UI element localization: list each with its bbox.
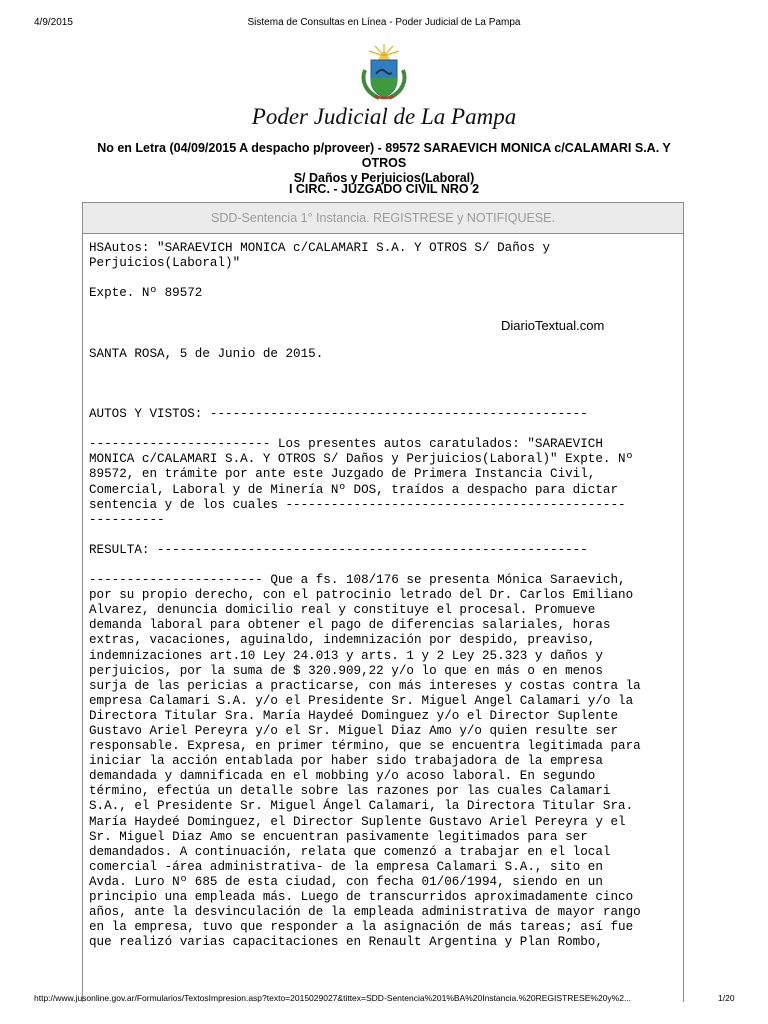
document-header: SDD-Sentencia 1° Instancia. REGISTRESE y NOTIFIQUESE. (83, 203, 683, 234)
document-paragraph: RESULTA: --------------------------------------------------------- (89, 542, 588, 557)
document-paragraph: HSAutos: "SARAEVICH MONICA c/CALAMARI S.A. Y OTROS S/ Daños y Perjuicios(Laboral)" (89, 241, 551, 271)
watermark: DiarioTextual.com (501, 318, 605, 333)
court-name: I CIRC. - JUZGADO CIVIL NRO 2 (288, 182, 480, 196)
document-body (83, 234, 683, 950)
document-paragraph: ----------------------- Que a fs. 108/176 se presenta Mónica Saraevich, por su propio derecho, con el patrocinio letrado del Dr. Carlos Emiliano Alvarez, denuncia domicilio real y constituye el procesal. Promueve demanda laboral para obtener el pago de diferencias salariales, horas extras, vacaciones, aguinaldo, indemnización por despido, preaviso, indemnizaciones art.10 Ley 24.013 y arts. 1 y 2 Ley 25.323 y daños y perjuicios, por la suma de $ 320.909,22 y/o lo que en más o en menos surja de las pericias a practicarse, con más intereses y costas contra la empresa Calamari S.A. y/o el Presidente Sr. Miguel Angel Calamari y/o la Directora Titular Sra. María Haydeé Dominguez y/o el Director Suplente Gustavo Ariel Pereyra y/o el Sr. Miguel Diaz Amo y/o quien resulte ser responsable. Expresa, en primer término, que se encuentra legitimada para iniciar la acción entablada por haber sido trabajadora de la empresa demandada y damnificada en el mobbing y/o acoso laboral. En segundo término, efectúa un detalle sobre las razones por las cuales Calamari S.A., el Presidente Sr. Miguel Ángel Calamari, la Directora Titular Sra. María Haydeé Dominguez, el Director Suplente Gustavo Ariel Pereyra y el Sr. Miguel Diaz Amo se encuentran pasivamente legitimados para ser demandados. A continuación, relata que comenzó a trabajar en el local comercial -área administrativa- de la empresa Calamari S.A., sito en Avda. Luro Nº 685 de esta ciudad, con fecha 01/06/1994, siendo en un principio una empleada más. Luego de transcurridos aproximadamente cinco años, ante la desvinculación de la empleada administrativa de mayor rango en la empresa, tuvo que responder a la asignación de más tareas; así fue que realizó varias capacitaciones en Renault Argentina y Plan Rombo, (89, 573, 641, 950)
print-footer-url: http://www.jusonline.gov.ar/Formularios/TextosImpresion.asp?texto=2015029027&tittex=SDD-Sentencia%201%BA%20Instancia.%20REGISTRESE%20y%2... (34, 993, 632, 1003)
document-paragraph: Expte. Nº 89572 (89, 286, 203, 301)
case-title-line-1: No en Letra (04/09/2015 A despacho p/proveer) - 89572 SARAEVICH MONICA c/CALAMARI S.A. Y OTROS (97, 141, 671, 170)
document-paragraph: SANTA ROSA, 5 de Junio de 2015. (89, 346, 324, 361)
brand-name: Poder Judicial de La Pampa (251, 104, 517, 129)
print-title: Sistema de Consultas en Línea - Poder Judicial de La Pampa (247, 17, 521, 28)
case-title (74, 141, 694, 186)
document-paragraph: AUTOS Y VISTOS: -------------------------------------------------- (89, 407, 588, 422)
document-paragraph (89, 377, 683, 392)
brand-wordmark (0, 98, 768, 134)
document-paragraph: ------------------------ Los presentes autos caratulados: "SARAEVICH MONICA c/CALAMARI S.A. Y OTROS S/ Daños y Perjuicios(Laboral)" Expte. Nº 89572, en trámite por ante este Juzgado de Primera Instancia Civil, Comercial, Laboral y de Minería Nº DOS, traídos a despacho para dictar sentencia y de los cuales --------------------------------------------- ---------- (89, 437, 634, 527)
print-date: 4/9/2015 (34, 17, 73, 28)
case-title-line-2: S/ Daños y Perjuicios(Laboral) (293, 171, 475, 185)
la-pampa-coat-of-arms-icon (351, 40, 417, 102)
print-page-number: 1/20 (718, 993, 735, 1003)
